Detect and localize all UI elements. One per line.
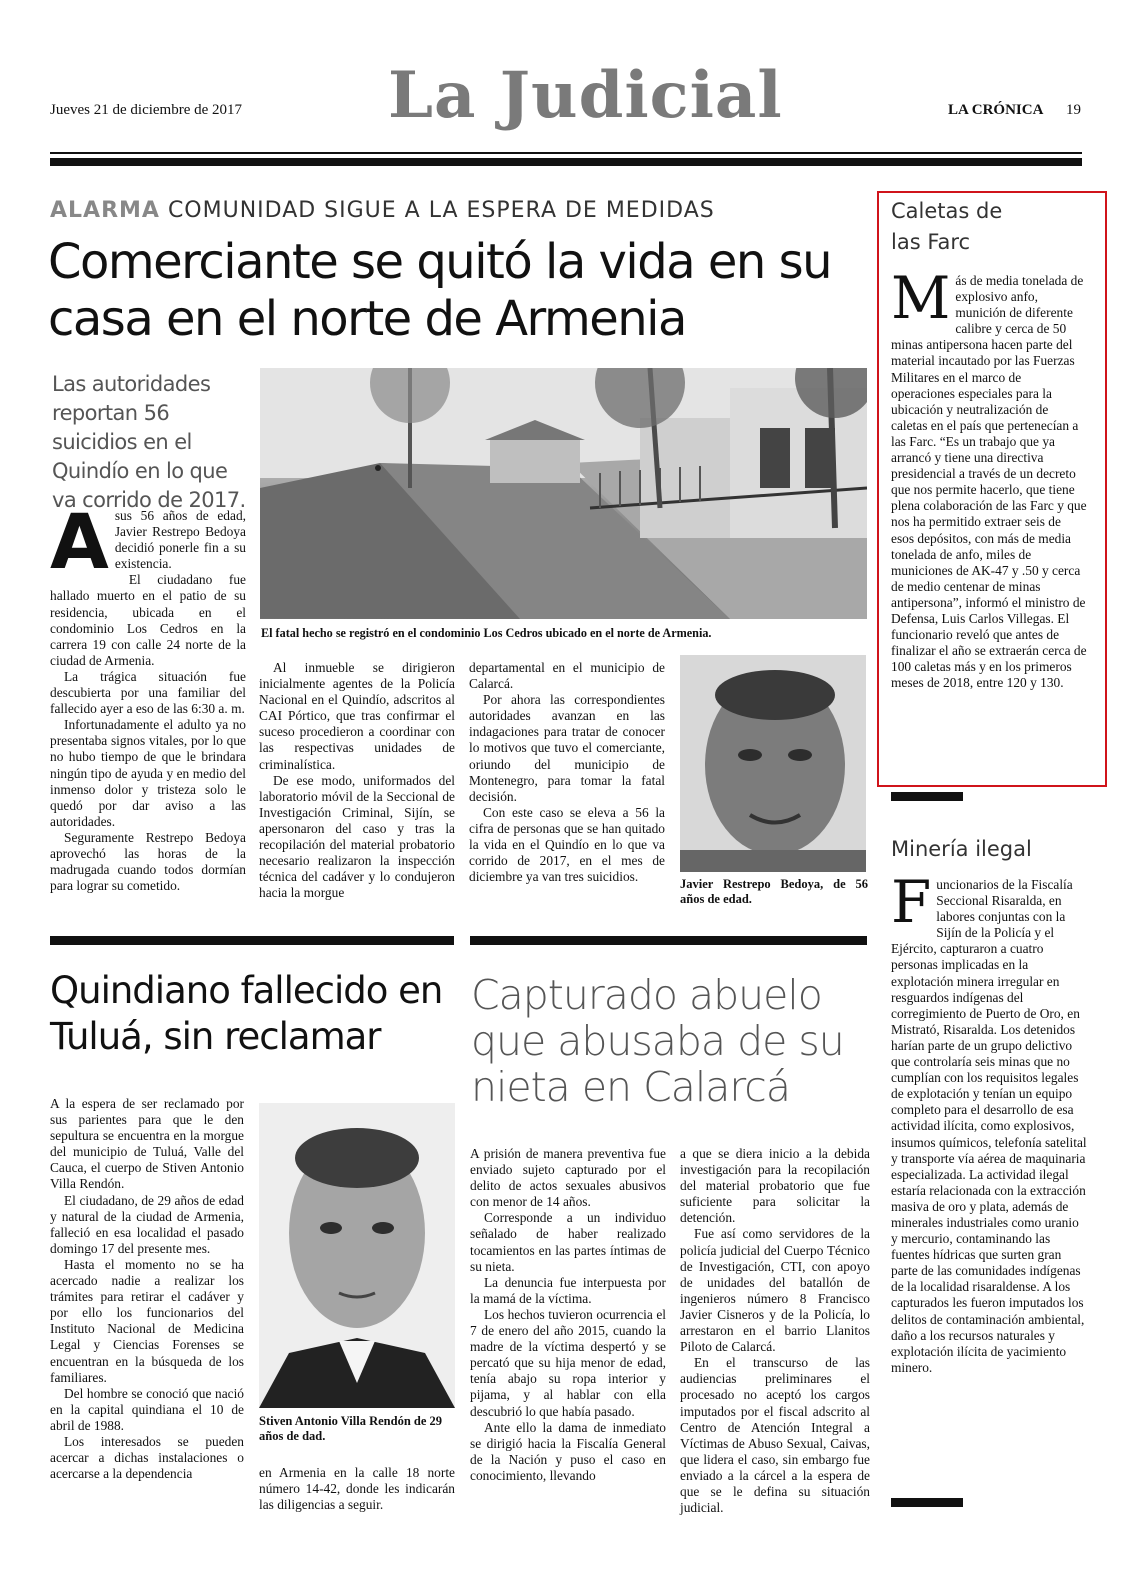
paragraph: A la espera de ser reclamado por sus parientes para que le den sepultura se encuentra en la morgue del municipio de Tuluá, Valle del Cauca, el cuerpo de Stiven Antonio Villa Rendón.: [50, 1096, 244, 1192]
sidebar-mineria-dropcap: F: [891, 868, 932, 936]
portrait-image: [680, 655, 866, 872]
section-rule-left: [50, 936, 454, 945]
story3-headline: Capturado abuelo que abusaba de su nieta en Calarcá: [471, 971, 844, 1111]
paragraph: Corresponde a un individuo señalado de haber realizado tocamientos en las partes íntimas de su nieta.: [470, 1210, 666, 1274]
paragraph: A prisión de manera preventiva fue enviado sujeto capturado por el delito de actos sexuales abusivos con menor de 14 años.: [470, 1146, 666, 1210]
sidebar-caletas-dropcap: M: [891, 264, 951, 332]
paragraph: De ese modo, uniformados del laboratorio móvil de la Seccional de Investigación Criminal, Sijín, se apersonaron del caso y tras la recopilación del material probatorio necesario realizaron la inspección técnica del cadáver y lo condujeron hacia la morgue: [259, 772, 455, 901]
header-rule-thin: [50, 152, 1082, 154]
sidebar-end-mark: [891, 1498, 963, 1507]
paragraph: La trágica situación fue descubierta por una familiar del fallecido ayer a eso de las 6:30 a. m.: [50, 668, 246, 717]
paragraph: sus 56 años de edad, Javier Restrepo Bedoya decidió ponerle fin a su existencia.: [114, 508, 246, 572]
street-photo: [260, 368, 867, 619]
paragraph: Fue así como servidores de la policía judicial del Cuerpo Técnico de Investigación, CTI, con apoyo de unidades del batallón de ingenieros número 8 Francisco Javier Cisneros y de la Policía, lo arrestaron en el barrio Llanitos Piloto de Calarcá.: [680, 1226, 870, 1355]
lead-kicker: [50, 198, 715, 223]
story2-column-2: [259, 1465, 455, 1513]
portrait-javier-restrepo: [680, 655, 866, 872]
paragraph: Por ahora las correspondientes autoridades avanzan en las indagaciones para tratar de conocer lo motivos que tuvo el comerciante, oriundo del municipio de Montenegro, para tomar la fatal decisión.: [469, 692, 665, 804]
lead-deck: Las autoridades reportan 56 suicidios en el Quindío en lo que va corrido de 2017.: [52, 372, 246, 512]
portrait-image: [259, 1103, 455, 1408]
paragraph: El ciudadano, de 29 años de edad y natural de la ciudad de Armenia, falleció en esa localidad el pasado domingo 17 del presente mes.: [50, 1192, 244, 1256]
paragraph: El ciudadano fue hallado muerto en el patio de su residencia, ubicada en el condominio Los Cedros en la carrera 19 con calle 24 norte de la ciudad de Armenia.: [50, 572, 246, 668]
paragraph: a que se diera inicio a la debida investigación para la recopilación del material probatorio que fue suficiente para solicitar la detención.: [680, 1146, 870, 1226]
paragraph: Los hechos tuvieron ocurrencia el 7 de enero del año 2015, cuando la madre de la víctima despertó y se percató que su hija menor de edad, tenía abajo su ropa interior y pijama, y al hablar con ella descubrió lo que había pasado.: [470, 1306, 666, 1419]
paragraph: Del hombre se conoció que nació en la capital quindiana el 10 de abril de 1988.: [50, 1385, 244, 1433]
page-number: 19: [1066, 102, 1081, 118]
header-rule-thick: [50, 158, 1082, 166]
section-title: La Judicial: [388, 58, 783, 133]
lead-headline: Comerciante se quitó la vida en su casa en el norte de Armenia: [48, 234, 832, 347]
paragraph: departamental en el municipio de Calarcá.: [469, 660, 665, 692]
paragraph: en Armenia en la calle 18 norte número 14-42, donde les indicarán las diligencias a seguir.: [259, 1465, 455, 1513]
kicker-text: COMUNIDAD SIGUE A LA ESPERA DE MEDIDAS: [167, 198, 715, 223]
section-rule-right: [470, 936, 867, 945]
story2-column-1: [50, 1096, 244, 1482]
portrait-stiven-villa: [259, 1103, 455, 1408]
paragraph: En el transcurso de las audiencias preliminares el procesado no aceptó los cargos imputados por el fiscal adscrito al Centro de Atención Integral a Víctimas de Abuso Sexual, Caivas, que lidera el caso, sin embargo fue enviado a la cárcel a la espera de que se le defina su situación judicial.: [680, 1355, 870, 1516]
story2-headline: Quindiano fallecido en Tuluá, sin reclamar: [50, 969, 443, 1058]
street-photo-caption: El fatal hecho se registró en el condominio Los Cedros ubicado en el norte de Armenia.: [261, 626, 712, 640]
paragraph: Con este caso se eleva a 56 la cifra de personas que se han quitado la vida en el Quindío en lo que va corrido de 2017, en el mes de diciembre ya van tres suicidios.: [469, 804, 665, 885]
lead-column-3: [469, 660, 665, 885]
paragraph: La denuncia fue interpuesta por la mamá de la víctima.: [470, 1274, 666, 1306]
paragraph: Al inmueble se dirigieron inicialmente agentes de la Policía Nacional en el Quindío, adscritos al CAI Pórtico, que tras confirmar el suceso procedieron a coordinar con las respectivas unidades de criminalística.: [259, 660, 455, 772]
paragraph: Hasta el momento no se ha acercado nadie a realizar los trámites para retirar el cadáver y por ello los funcionarios del Instituto Nacional de Medicina Legal y Ciencias Forenses se encuentran en la búsqueda de los familiares.: [50, 1256, 244, 1385]
paragraph: Ante ello la dama de inmediato se dirigió hacia la Fiscalía General de la Nación y puso el caso en conocimiento, llevando: [470, 1419, 666, 1483]
paragraph: Infortunadamente el adulto ya no presentaba signos vitales, por lo que no hubo tiempo de que le brindara ningún tipo de ayuda y en medio del inmenso dolor y tristeza solo le quedó por dar aviso a las autoridades.: [50, 717, 246, 829]
portrait-caption-javier: Javier Restrepo Bedoya, de 56 años de edad.: [680, 877, 868, 906]
portrait-caption-stiven: Stiven Antonio Villa Rendón de 29 años de dad.: [259, 1414, 443, 1443]
sidebar-divider: [891, 792, 963, 801]
sidebar-title-mineria: Minería ilegal: [891, 837, 1032, 861]
sidebar-mineria-text: [891, 868, 1087, 1376]
lead-dropcap: A: [50, 497, 109, 586]
lead-column-2: [259, 660, 455, 901]
paragraph: Seguramente Restrepo Bedoya aprovechó las horas de la madrugada cuando todos dormían para lograr su cometido.: [50, 829, 246, 894]
paragraph: Los interesados se pueden acercar a dichas instalaciones o acercarse a la dependencia: [50, 1433, 244, 1482]
story3-column-2: [680, 1146, 870, 1516]
sidebar-mineria-body: uncionarios de la Fiscalía Seccional Risaralda, en labores conjuntas con la Sijín de la Policía y el Ejército, capturaron a cuatro personas implicadas en la explotación minera irregular en resguardos indígenas del corregimiento de Puerto de Oro, en Mistrató, Risaralda. Los detenidos harían parte de un grupo delictivo que controlaría seis minas que no cumplían con los requisitos legales de explotación y tenían un equipo completo para el desarrollo de esa actividad ilícita, como explosivos, insumos químicos, telefonía satelital y transporte vía aérea de maquinaria especializada. La actividad ilegal estaría relacionada con la extracción masiva de oro y plata, además de minerales industriales como uranio y mercurio, contaminando las fuentes hídricas que surten gran parte de las comunidades indígenas de la localidad risaraldense. A los capturados les fueron imputados los delitos de contaminación ambiental, daño a los recursos naturales y explotación ilícita de yacimiento minero.: [891, 877, 1087, 1375]
street-scene-image: [260, 368, 867, 619]
sidebar-title-caletas: Caletas de las Farc: [891, 199, 1003, 254]
kicker-tag: ALARMA: [50, 198, 160, 223]
issue-date: Jueves 21 de diciembre de 2017: [50, 102, 243, 118]
sidebar-caletas-body: ás de media tonelada de explosivo anfo, munición de diferente calibre y cerca de 50 minas antipersona hacen parte del material incautado por las Fuerzas Militares en el marco de operaciones especiales para la ubicación y neutralización de caletas en el país que pertenecían a las Farc. “Es un trabajo que ya arrancó y tiene una directiva presidencial a través de un decreto que nos permite hacerlo, que tiene plena colaboración de las Farc y que nos ha permitido extraer seis de esos depósitos, con más de media tonelada de anfo, miles de municiones de AK-47 y .50 y cerca de medio centenar de minas antipersona”, informó el ministro de Defensa, Luis Carlos Villegas. El funcionario reveló que antes de finalizar el año se extraerán cerca de 100 caletas más y en los primeros meses de 2018, entre 120 y 130.: [891, 273, 1087, 691]
newspaper-brand: LA CRÓNICA: [948, 102, 1044, 118]
story3-column-1: [470, 1146, 666, 1484]
lead-column-1: [50, 497, 246, 894]
sidebar-caletas-text: [891, 264, 1087, 691]
